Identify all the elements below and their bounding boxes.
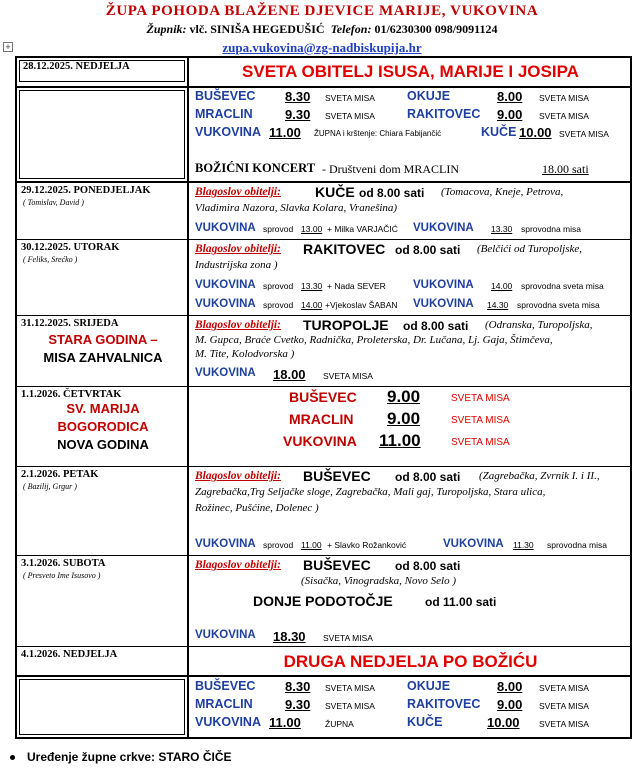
place-vukovina: VUKOVINA [283,433,357,449]
row-date: 4.1.2026. NEDJELJA [21,649,118,660]
time-vukovina: 11.00 [379,431,421,450]
time-vukovina: 11.00 [269,125,301,140]
place-vukovina: VUKOVINA [443,538,504,550]
date-cell [17,183,189,239]
bullet-icon [10,755,15,760]
concert-name: BOŽIĆNI KONCERT [195,161,316,175]
mass-label: SVETA MISA [323,633,373,643]
table-row [17,240,630,316]
time-vukovina: 18.30 [273,629,306,644]
place-kuce: KUČE [481,125,517,139]
time-busevec: 9.00 [387,387,421,406]
feast-name: STARA GODINA – [48,332,158,347]
row-saints: ( Presveto Ime Isusovo ) [23,571,101,580]
empty-cell [17,677,189,737]
mass-label: SVETA MISA [539,111,589,121]
row-saints: ( Bazilij, Grgur ) [23,482,77,491]
mass-label: SVETA MISA [325,683,375,693]
time-okuje: 8.00 [497,89,523,104]
blessing-streets: (Tomacova, Kneje, Petrova, [441,186,564,198]
blessing-streets: (Belčići od Turopoljske, [477,243,582,255]
funeral-time: 13.30 [301,281,323,291]
blessing-time: od 8.00 sati [395,470,461,484]
blessing-time: od 8.00 sati [359,186,425,200]
blessing-place-2: DONJE PODOTOČJE [253,593,393,609]
mass-label: SVETA MISA [451,437,510,448]
date-cell [17,240,189,315]
blessing-cell [191,240,630,315]
blessing-streets: Zagrebačka,Trg Seljačke sloge, Zagrebačka, Mali gaj, Turopoljska, Stara ulica, [195,486,546,498]
blessing-time: od 8.00 sati [395,559,461,573]
mass-label: SVETA MISA [325,111,375,121]
funeral-mass-time: 14.30 [487,300,509,310]
row-date: 28.12.2025. NEDJELJA [23,61,130,72]
mass-label: SVETA MISA [451,393,510,404]
phone-label: Telefon: [330,22,372,36]
feast-cell [191,58,630,86]
time-busevec: 8.30 [285,679,311,694]
funeral-label: sprovod [263,300,294,310]
time-kuce: 10.00 [487,715,520,730]
feast-subtitle: NOVA GODINA [57,437,149,452]
place-busevec: BUŠEVEC [289,389,357,405]
blessing-streets: (Odranska, Turopoljska, [485,319,593,331]
place-mraclin: MRACLIN [195,107,253,121]
mass-label: SVETA MISA [323,371,373,381]
schedule-table [15,56,632,739]
funeral-mass-label: sprovodna sveta misa [517,300,600,310]
funeral-mass-label: sprovodna sveta misa [521,281,604,291]
blessing-label: Blagoslov obitelji: [195,243,281,255]
row-date: 31.12.2025. SRIJEDA [21,318,119,329]
parish-title: ŽUPA POHODA BLAŽENE DJEVICE MARIJE, VUKOVINA [105,3,539,19]
feast-title: SVETA OBITELJ ISUSA, MARIJE I JOSIPA [242,62,579,81]
table-row [17,647,630,677]
row-saints: ( Feliks, Srećko ) [23,255,78,264]
mass-schedule-cell [191,387,630,466]
place-rakitovec: RAKITOVEC [407,697,481,711]
place-kuce: KUČE [407,715,443,729]
funeral-time: 14.00 [301,300,323,310]
vukovina-note: ŽUPNA i krštenje: Chiara Fabijančić [314,129,442,138]
funeral-mass-time: 13.30 [491,224,513,234]
pastor-line [0,22,644,37]
row-date: 2.1.2026. PETAK [21,469,99,480]
mass-label: SVETA MISA [539,719,589,729]
table-row [17,677,630,737]
feast-title: DRUGA NEDJELJA PO BOŽIĆU [283,652,538,671]
date-cell [17,647,189,675]
place-vukovina: VUKOVINA [413,222,474,234]
row-saints: ( Tomislav, David ) [23,198,84,207]
blessing-place: KUČE [315,184,355,200]
time-vukovina: 11.00 [269,715,301,730]
blessing-cell [191,556,630,646]
funeral-time: 11.00 [301,540,322,550]
date-cell [17,387,189,466]
place-mraclin: MRACLIN [195,697,253,711]
time-mraclin: 9.00 [387,409,421,428]
mass-label: SVETA MISA [559,129,609,139]
church-cleaning-note [10,750,232,764]
place-vukovina: VUKOVINA [195,298,256,310]
note-value: STARO ČIČE [158,750,232,764]
row-date: 29.12.2025. PONEDJELJAK [21,185,151,196]
blessing-streets: Vladimira Nazora, Slavka Kolara, Vranešina) [195,202,398,214]
date-cell [17,316,189,386]
place-busevec: BUŠEVEC [195,679,256,693]
place-vukovina: VUKOVINA [413,298,474,310]
feast-subtitle: MISA ZAHVALNICA [43,350,163,365]
table-row [17,467,630,556]
place-busevec: BUŠEVEC [195,89,256,103]
table-move-handle-icon[interactable]: + [3,42,13,52]
place-mraclin: MRACLIN [289,411,354,427]
mass-label: SVETA MISA [325,93,375,103]
pastor-name: vlč. SINIŠA HEGEDUŠIĆ [189,22,325,36]
email-link[interactable]: zupa.vukovina@zg-nadbiskupija.hr [222,40,422,55]
blessing-time: od 8.00 sati [395,243,461,257]
time-rakitovec: 9.00 [497,697,523,712]
blessing-streets: Industrijska zona ) [195,259,278,271]
blessing-streets: M. Gupca, Braće Cvetko, Radnička, Proleterska, Dr. Lučana, Lj. Gaja, Štimčeva, [195,334,553,346]
time-busevec: 8.30 [285,89,311,104]
table-row [17,316,630,387]
place-vukovina: VUKOVINA [195,222,256,234]
concert-place: - Društveni dom MRACLIN [322,162,459,176]
funeral-name: + Nada SEVER [327,281,386,291]
funeral-mass-time: 11.30 [513,540,534,550]
place-vukovina: VUKOVINA [413,279,474,291]
row-date: 30.12.2025. UTORAK [21,242,120,253]
phone-number: 01/6230300 098/9091124 [374,22,498,36]
place-okuje: OKUJE [407,679,451,693]
blessing-time-2: od 11.00 sati [425,595,497,609]
place-vukovina: VUKOVINA [195,629,256,641]
table-row [17,183,630,240]
blessing-place: BUŠEVEC [303,468,371,484]
funeral-mass-time: 14.00 [491,281,513,291]
table-row [17,387,630,467]
place-vukovina: VUKOVINA [195,279,256,291]
blessing-time: od 8.00 sati [403,319,469,333]
row-date: 3.1.2026. SUBOTA [21,558,106,569]
blessing-streets: (Sisačka, Vinogradska, Novo Selo ) [301,575,456,587]
date-cell [17,556,189,646]
blessing-cell [191,316,630,386]
place-okuje: OKUJE [407,89,451,103]
funeral-label: sprovod [263,540,294,550]
funeral-label: sprovod [263,281,294,291]
blessing-cell [191,183,630,239]
time-rakitovec: 9.00 [497,107,523,122]
mass-label: SVETA MISA [539,93,589,103]
funeral-name: +Vjekoslav ŠABAN [325,300,398,310]
time-vukovina: 18.00 [273,367,306,382]
blessing-label: Blagoslov obitelji: [195,319,281,331]
blessing-streets: Rožinec, Pušćine, Dolenec ) [195,502,319,514]
table-row [17,88,630,183]
feast-name: SV. MARIJA [66,401,140,416]
time-mraclin: 9.30 [285,107,311,122]
blessing-streets: M. Tite, Kolodvorska ) [195,348,295,360]
note-label: Uređenje župne crkve: [27,750,156,764]
time-okuje: 8.00 [497,679,523,694]
feast-name-line2: BOGORODICA [57,419,149,434]
table-row [17,556,630,647]
blessing-cell [191,467,630,555]
date-cell [17,467,189,555]
funeral-name: + Milka VARJAČIĆ [327,224,398,234]
place-vukovina: VUKOVINA [195,715,261,729]
time-mraclin: 9.30 [285,697,311,712]
funeral-mass-label: sprovodna misa [521,224,582,234]
mass-schedule-cell [191,677,630,737]
blessing-place: BUŠEVEC [303,557,371,573]
concert-time: 18.00 sati [542,162,589,176]
mass-label: SVETA MISA [539,683,589,693]
mass-label: SVETA MISA [451,415,510,426]
funeral-name: + Slavko Rožanković [327,540,407,550]
blessing-place: TUROPOLJE [303,317,389,333]
time-kuce: 10.00 [519,125,552,140]
funeral-time: 13.00 [301,224,323,234]
parish-mass-label: ŽUPNA [325,719,354,729]
place-vukovina: VUKOVINA [195,538,256,550]
place-vukovina: VUKOVINA [195,125,261,139]
mass-label: SVETA MISA [325,701,375,711]
pastor-label: Župnik: [146,22,187,36]
empty-cell [17,88,189,181]
row-date: 1.1.2026. ČETVRTAK [21,389,122,400]
blessing-place: RAKITOVEC [303,241,386,257]
mass-schedule-cell [191,88,630,181]
mass-label: SVETA MISA [539,701,589,711]
funeral-label: sprovod [263,224,294,234]
funeral-mass-label: sprovodna misa [547,540,608,550]
place-rakitovec: RAKITOVEC [407,107,481,121]
blessing-label: Blagoslov obitelji: [195,470,281,482]
date-cell [17,58,189,86]
blessing-label: Blagoslov obitelji: [195,186,281,198]
feast-cell [191,647,630,675]
blessing-streets: (Zagrebačka, Zvrnik I. i II., [479,470,600,482]
table-row [17,58,630,88]
blessing-label: Blagoslov obitelji: [195,559,281,571]
place-vukovina: VUKOVINA [195,367,256,379]
